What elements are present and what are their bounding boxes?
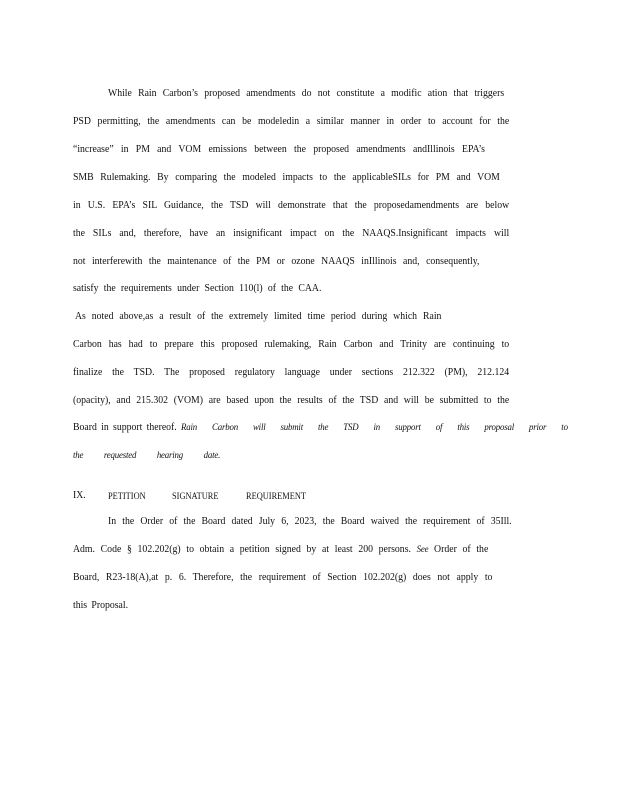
paragraph-3-line [73,543,509,557]
paragraph-1-line: in U.S. EPA’s SIL Guidance, the TSD will demonstrate that the proposedamendments are below [73,200,510,211]
section-title-requirement: REQUIREMENT [246,491,306,501]
paragraph-2-line: (opacity), and 215.302 (VOM) are based upon the results of the TSD and will be submitted to the [73,395,510,406]
paragraph-3-text: Order of the [434,544,489,555]
paragraph-3-line: Board, R23-18(A),at p. 6. Therefore, the requirement of Section 102.202(g) does not apply to [73,572,493,583]
paragraph-1-line: While Rain Carbon’s proposed amendments do not constitute a modific ation that triggers [108,88,505,99]
paragraph-1-line: “increase” in PM and VOM emissions between the proposed amendments andIllinois EPA’s [73,144,485,155]
paragraph-2-line: finalize the TSD. The proposed regulatory language under sections 212.322 (PM), 212.124 [73,367,510,378]
paragraph-2-italic-line: the requested hearing date. [73,451,221,461]
paragraph-2-line: As noted above,as a result of the extremely limited time period during which Rain [75,311,442,322]
paragraph-2-line [73,421,568,435]
paragraph-3-text: Adm. Code § 102.202(g) to obtain a petition signed by at least 200 persons. [73,544,411,555]
paragraph-1-line: not interferewith the maintenance of the PM or ozone NAAQS inIllinois and, consequently, [73,256,480,267]
paragraph-3-line: In the Order of the Board dated July 6, 2023, the Board waived the requirement of 35Ill. [108,516,512,527]
paragraph-1-line: SMB Rulemaking. By comparing the modeled impacts to the applicableSILs for PM and VOM [73,172,500,183]
paragraph-2-line: Carbon has had to prepare this proposed rulemaking, Rain Carbon and Trinity are continuing to [73,339,510,350]
paragraph-1-line: the SILs and, therefore, have an insignificant impact on the NAAQS.Insignificant impacts will [73,228,510,239]
paragraph-1-line: PSD permitting, the amendments can be modeledin a similar manner in order to account for the [73,116,510,127]
paragraph-2-italic-text: Rain Carbon will submit the TSD in support of this proposal prior to [181,423,568,433]
section-title-petition: PETITION [108,491,146,501]
section-title-signature: SIGNATURE [172,491,219,501]
paragraph-2-text: Board in support thereof. [73,422,177,433]
paragraph-3-see: See [416,545,429,555]
section-number: IX. [73,490,86,501]
paragraph-1-line: satisfy the requirements under Section 110(l) of the CAA. [73,283,322,294]
paragraph-3-line: this Proposal. [73,600,129,611]
